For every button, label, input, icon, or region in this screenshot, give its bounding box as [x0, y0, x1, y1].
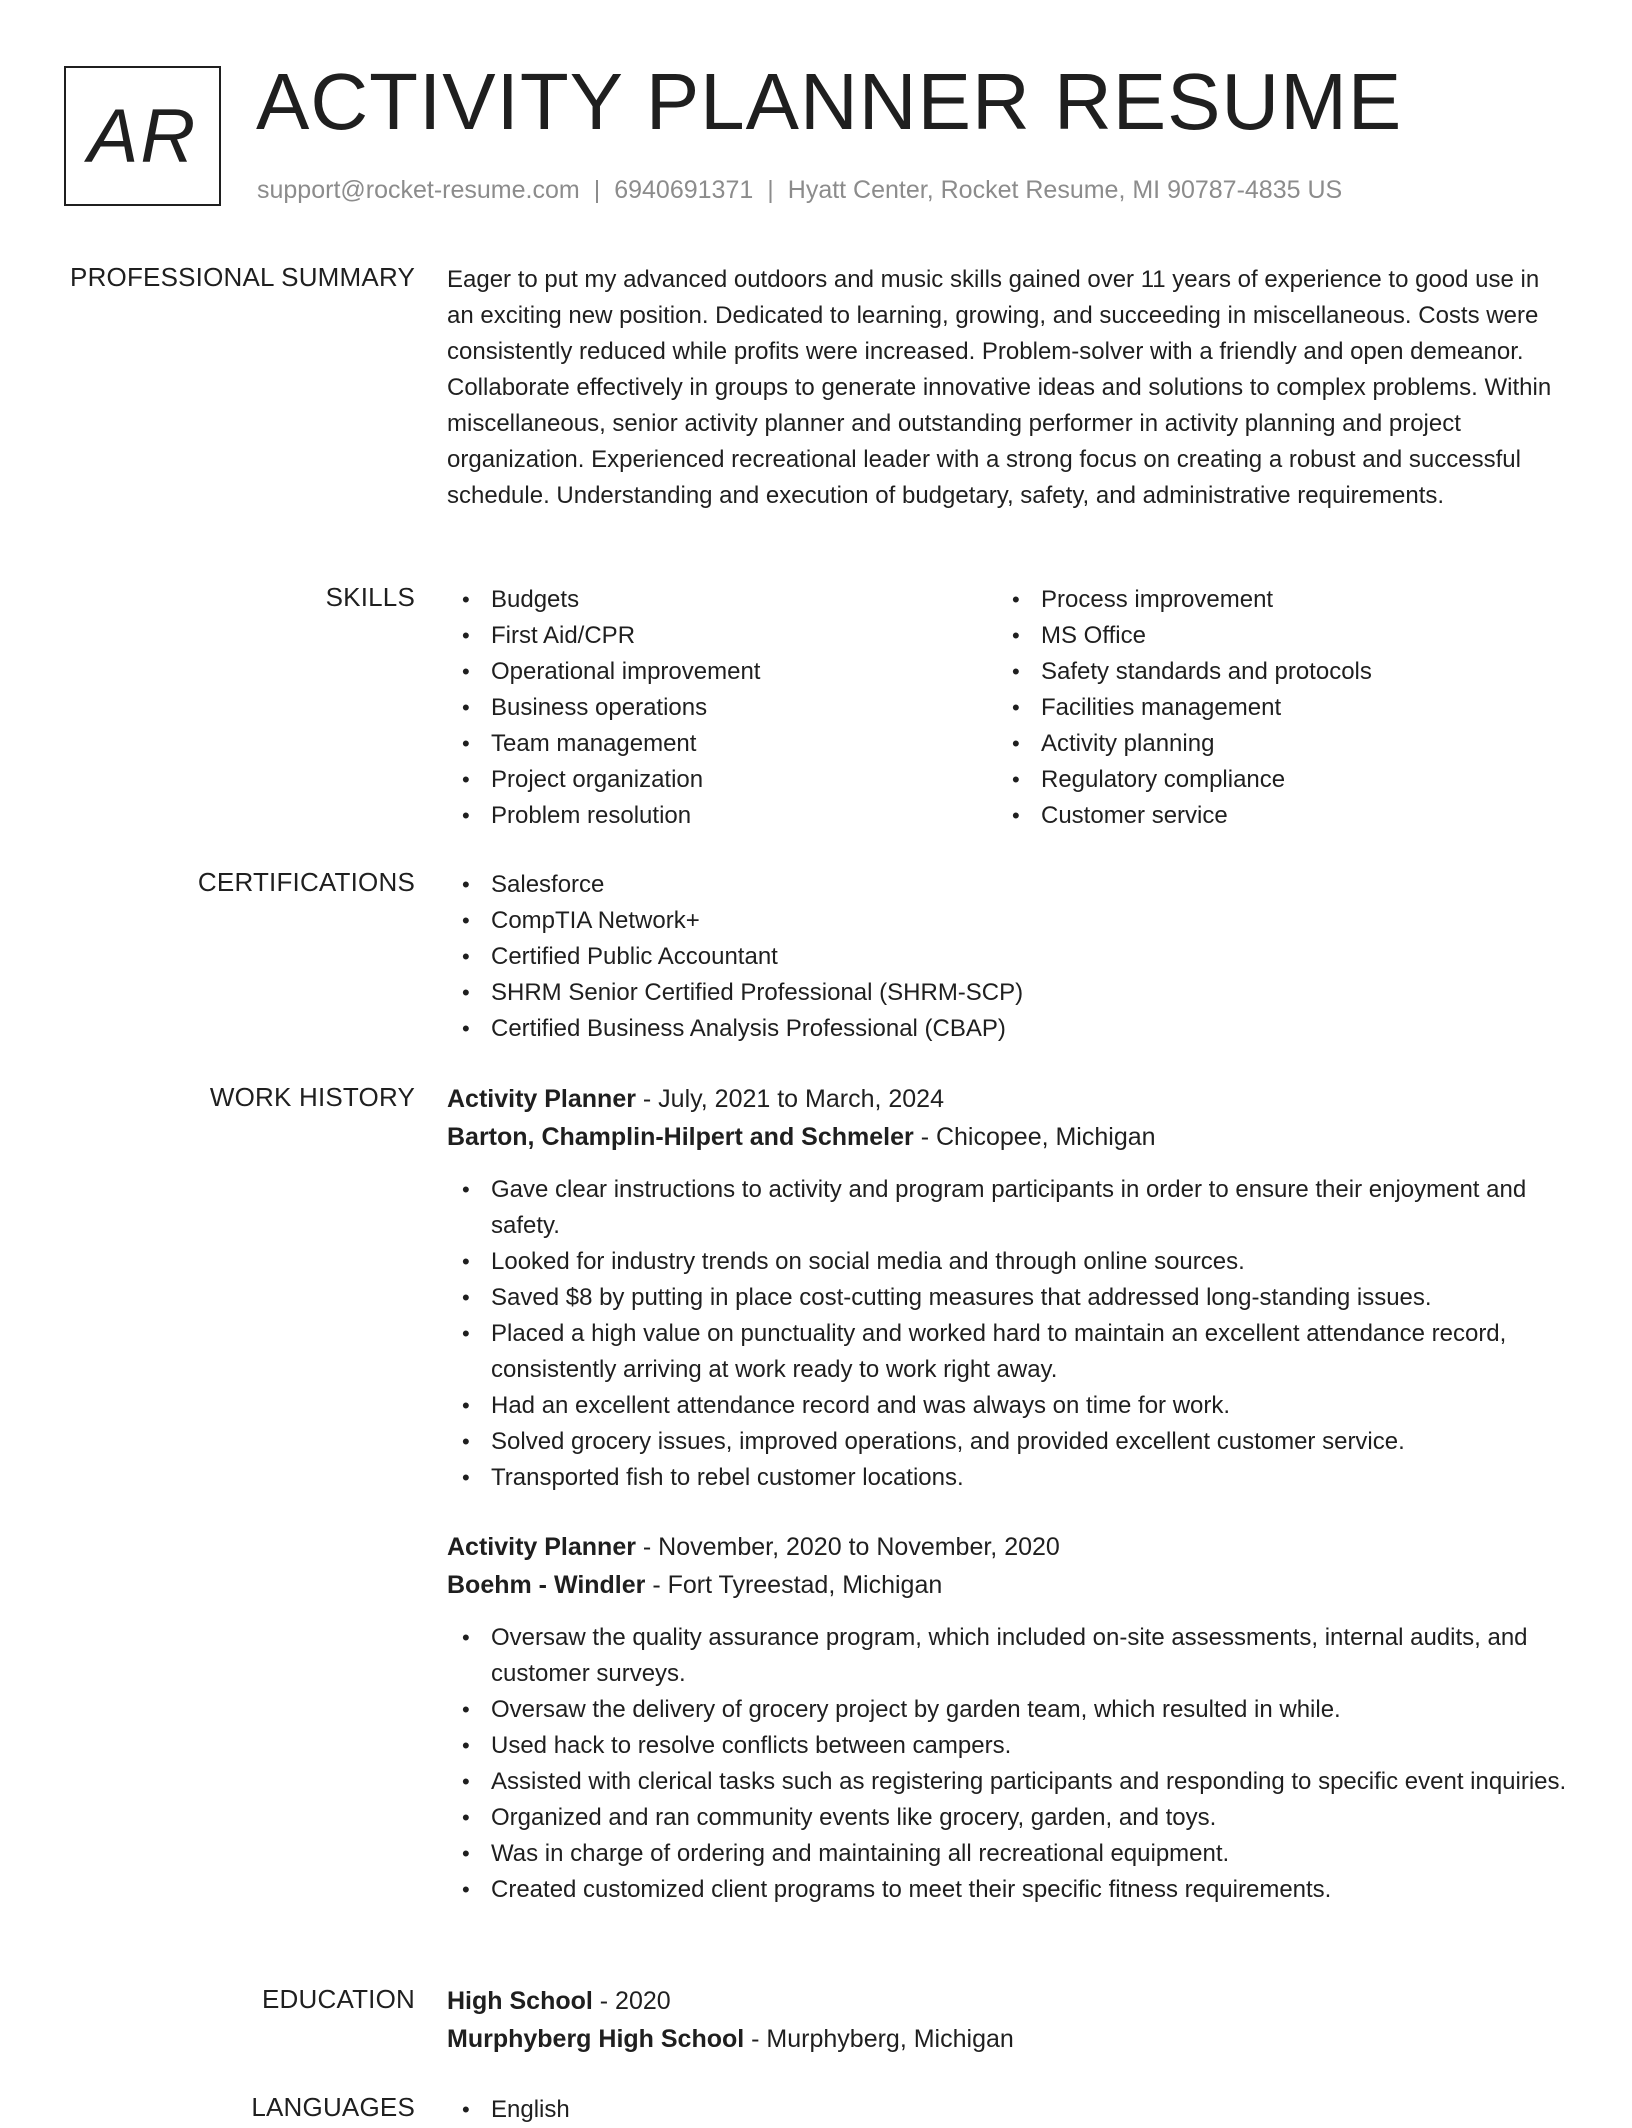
certification-item: • SHRM Senior Certified Professional (SHRM-SCP)	[447, 975, 1567, 1011]
contact-separator: |	[767, 176, 774, 204]
job-bullet: • Organized and ran community events like grocery, garden, and toys.	[447, 1800, 1567, 1836]
job-dates: - November, 2020 to November, 2020	[635, 1533, 1060, 1561]
job-company: Barton, Champlin-Hilpert and Schmeler	[447, 1123, 914, 1151]
job-company-line	[447, 1566, 1567, 1604]
skill-item: • Regulatory compliance	[997, 762, 1547, 798]
skills-list-right	[997, 582, 1547, 834]
skill-item: • Facilities management	[997, 690, 1547, 726]
job-bullet: • Was in charge of ordering and maintaining all recreational equipment.	[447, 1836, 1567, 1872]
job-bullets	[447, 1620, 1567, 1908]
job-bullet: • Used hack to resolve conflicts between campers.	[447, 1728, 1567, 1764]
job-title-line	[447, 1080, 1567, 1118]
skill-item: • Operational improvement	[447, 654, 997, 690]
job-company-line	[447, 1118, 1567, 1156]
certifications-list	[447, 867, 1567, 1047]
education-school-line	[447, 2020, 1567, 2058]
job-bullet: • Saved $8 by putting in place cost-cutting measures that addressed long-standing issues.	[447, 1280, 1567, 1316]
education-degree-line	[447, 1982, 1567, 2020]
skill-item: • MS Office	[997, 618, 1547, 654]
skill-item: • First Aid/CPR	[447, 618, 997, 654]
skill-item: • Activity planning	[997, 726, 1547, 762]
languages-list	[447, 2092, 1567, 2128]
job-bullet: • Looked for industry trends on social media and through online sources.	[447, 1244, 1567, 1280]
summary-label: PROFESSIONAL SUMMARY	[70, 262, 415, 292]
work-history-content	[447, 1080, 1567, 1908]
monogram-box	[64, 66, 221, 206]
certification-item: • Certified Business Analysis Professional (CBAP)	[447, 1011, 1567, 1047]
job-title: Activity Planner	[447, 1085, 636, 1113]
work-history-label: WORK HISTORY	[209, 1082, 415, 1112]
contact-address: Hyatt Center, Rocket Resume, MI 90787-4835 US	[787, 176, 1343, 204]
job-title: Activity Planner	[447, 1533, 636, 1561]
skill-item: • Problem resolution	[447, 798, 997, 834]
job-entry	[447, 1080, 1567, 1496]
contact-separator: |	[593, 176, 601, 204]
certification-item: • CompTIA Network+	[447, 903, 1567, 939]
job-location: - Chicopee, Michigan	[913, 1123, 1156, 1151]
job-bullet: • Solved grocery issues, improved operations, and provided excellent customer service.	[447, 1424, 1567, 1460]
certification-item: • Salesforce	[447, 867, 1567, 903]
job-entry	[447, 1528, 1567, 1908]
job-title-line	[447, 1528, 1567, 1566]
contact-phone: 6940691371	[614, 176, 754, 204]
education-school: Murphyberg High School	[447, 2025, 745, 2053]
skills-label: SKILLS	[325, 582, 415, 612]
job-bullet: • Placed a high value on punctuality and worked hard to maintain an excellent attendance record, consistently arriving at work ready to work right away.	[447, 1316, 1567, 1388]
education-degree: High School	[447, 1987, 593, 2015]
job-bullet: • Assisted with clerical tasks such as registering participants and responding to specific event inquiries.	[447, 1764, 1567, 1800]
summary-content	[447, 262, 1567, 514]
skill-item: • Business operations	[447, 690, 997, 726]
monogram-initials: AR	[87, 93, 198, 179]
skill-item: • Budgets	[447, 582, 997, 618]
education-content	[447, 1982, 1567, 2058]
job-bullet: • Had an excellent attendance record and was always on time for work.	[447, 1388, 1567, 1424]
job-bullet: • Oversaw the delivery of grocery project by garden team, which resulted in while.	[447, 1692, 1567, 1728]
job-bullet: • Gave clear instructions to activity and program participants in order to ensure their enjoyment and safety.	[447, 1172, 1567, 1244]
job-bullets	[447, 1172, 1567, 1496]
certifications-label: CERTIFICATIONS	[197, 867, 415, 897]
job-bullet: • Oversaw the quality assurance program, which included on-site assessments, internal audits, and customer surveys.	[447, 1620, 1567, 1692]
education-label: EDUCATION	[262, 1984, 415, 2014]
job-company: Boehm - Windler	[447, 1571, 646, 1599]
education-location: - Murphyberg, Michigan	[744, 2025, 1014, 2053]
skill-item: • Process improvement	[997, 582, 1547, 618]
skills-list-left	[447, 582, 997, 834]
skill-item: • Customer service	[997, 798, 1547, 834]
job-dates: - July, 2021 to March, 2024	[635, 1085, 944, 1113]
language-item: • English	[447, 2092, 1567, 2128]
job-location: - Fort Tyreestad, Michigan	[645, 1571, 943, 1599]
certifications-content	[447, 867, 1567, 1047]
contact-email: support@rocket-resume.com	[257, 176, 580, 204]
languages-content	[447, 2092, 1567, 2128]
summary-text: Eager to put my advanced outdoors and music skills gained over 11 years of experience to good use in an exciting new position. Dedicated to learning, growing, and succeeding in miscellaneous. Costs were consistently reduced while profits were increased. Problem-solver with a friendly and open demeanor. Collaborate effectively in groups to generate innovative ideas and solutions to complex problems. Within miscellaneous, senior activity planner and outstanding performer in activity planning and project organization. Experienced recreational leader with a strong focus on creating a robust and successful schedule. Understanding and execution of budgetary, safety, and administrative requirements.	[447, 266, 1552, 509]
contact-line	[257, 176, 1342, 205]
certification-item: • Certified Public Accountant	[447, 939, 1567, 975]
job-bullet: • Transported fish to rebel customer locations.	[447, 1460, 1567, 1496]
education-year: - 2020	[592, 1987, 671, 2015]
resume-title: ACTIVITY PLANNER RESUME	[256, 57, 1403, 146]
skill-item: • Project organization	[447, 762, 997, 798]
skills-grid	[447, 582, 1567, 834]
job-bullet: • Created customized client programs to meet their specific fitness requirements.	[447, 1872, 1567, 1908]
skill-item: • Team management	[447, 726, 997, 762]
languages-label: LANGUAGES	[251, 2092, 415, 2122]
skill-item: • Safety standards and protocols	[997, 654, 1547, 690]
